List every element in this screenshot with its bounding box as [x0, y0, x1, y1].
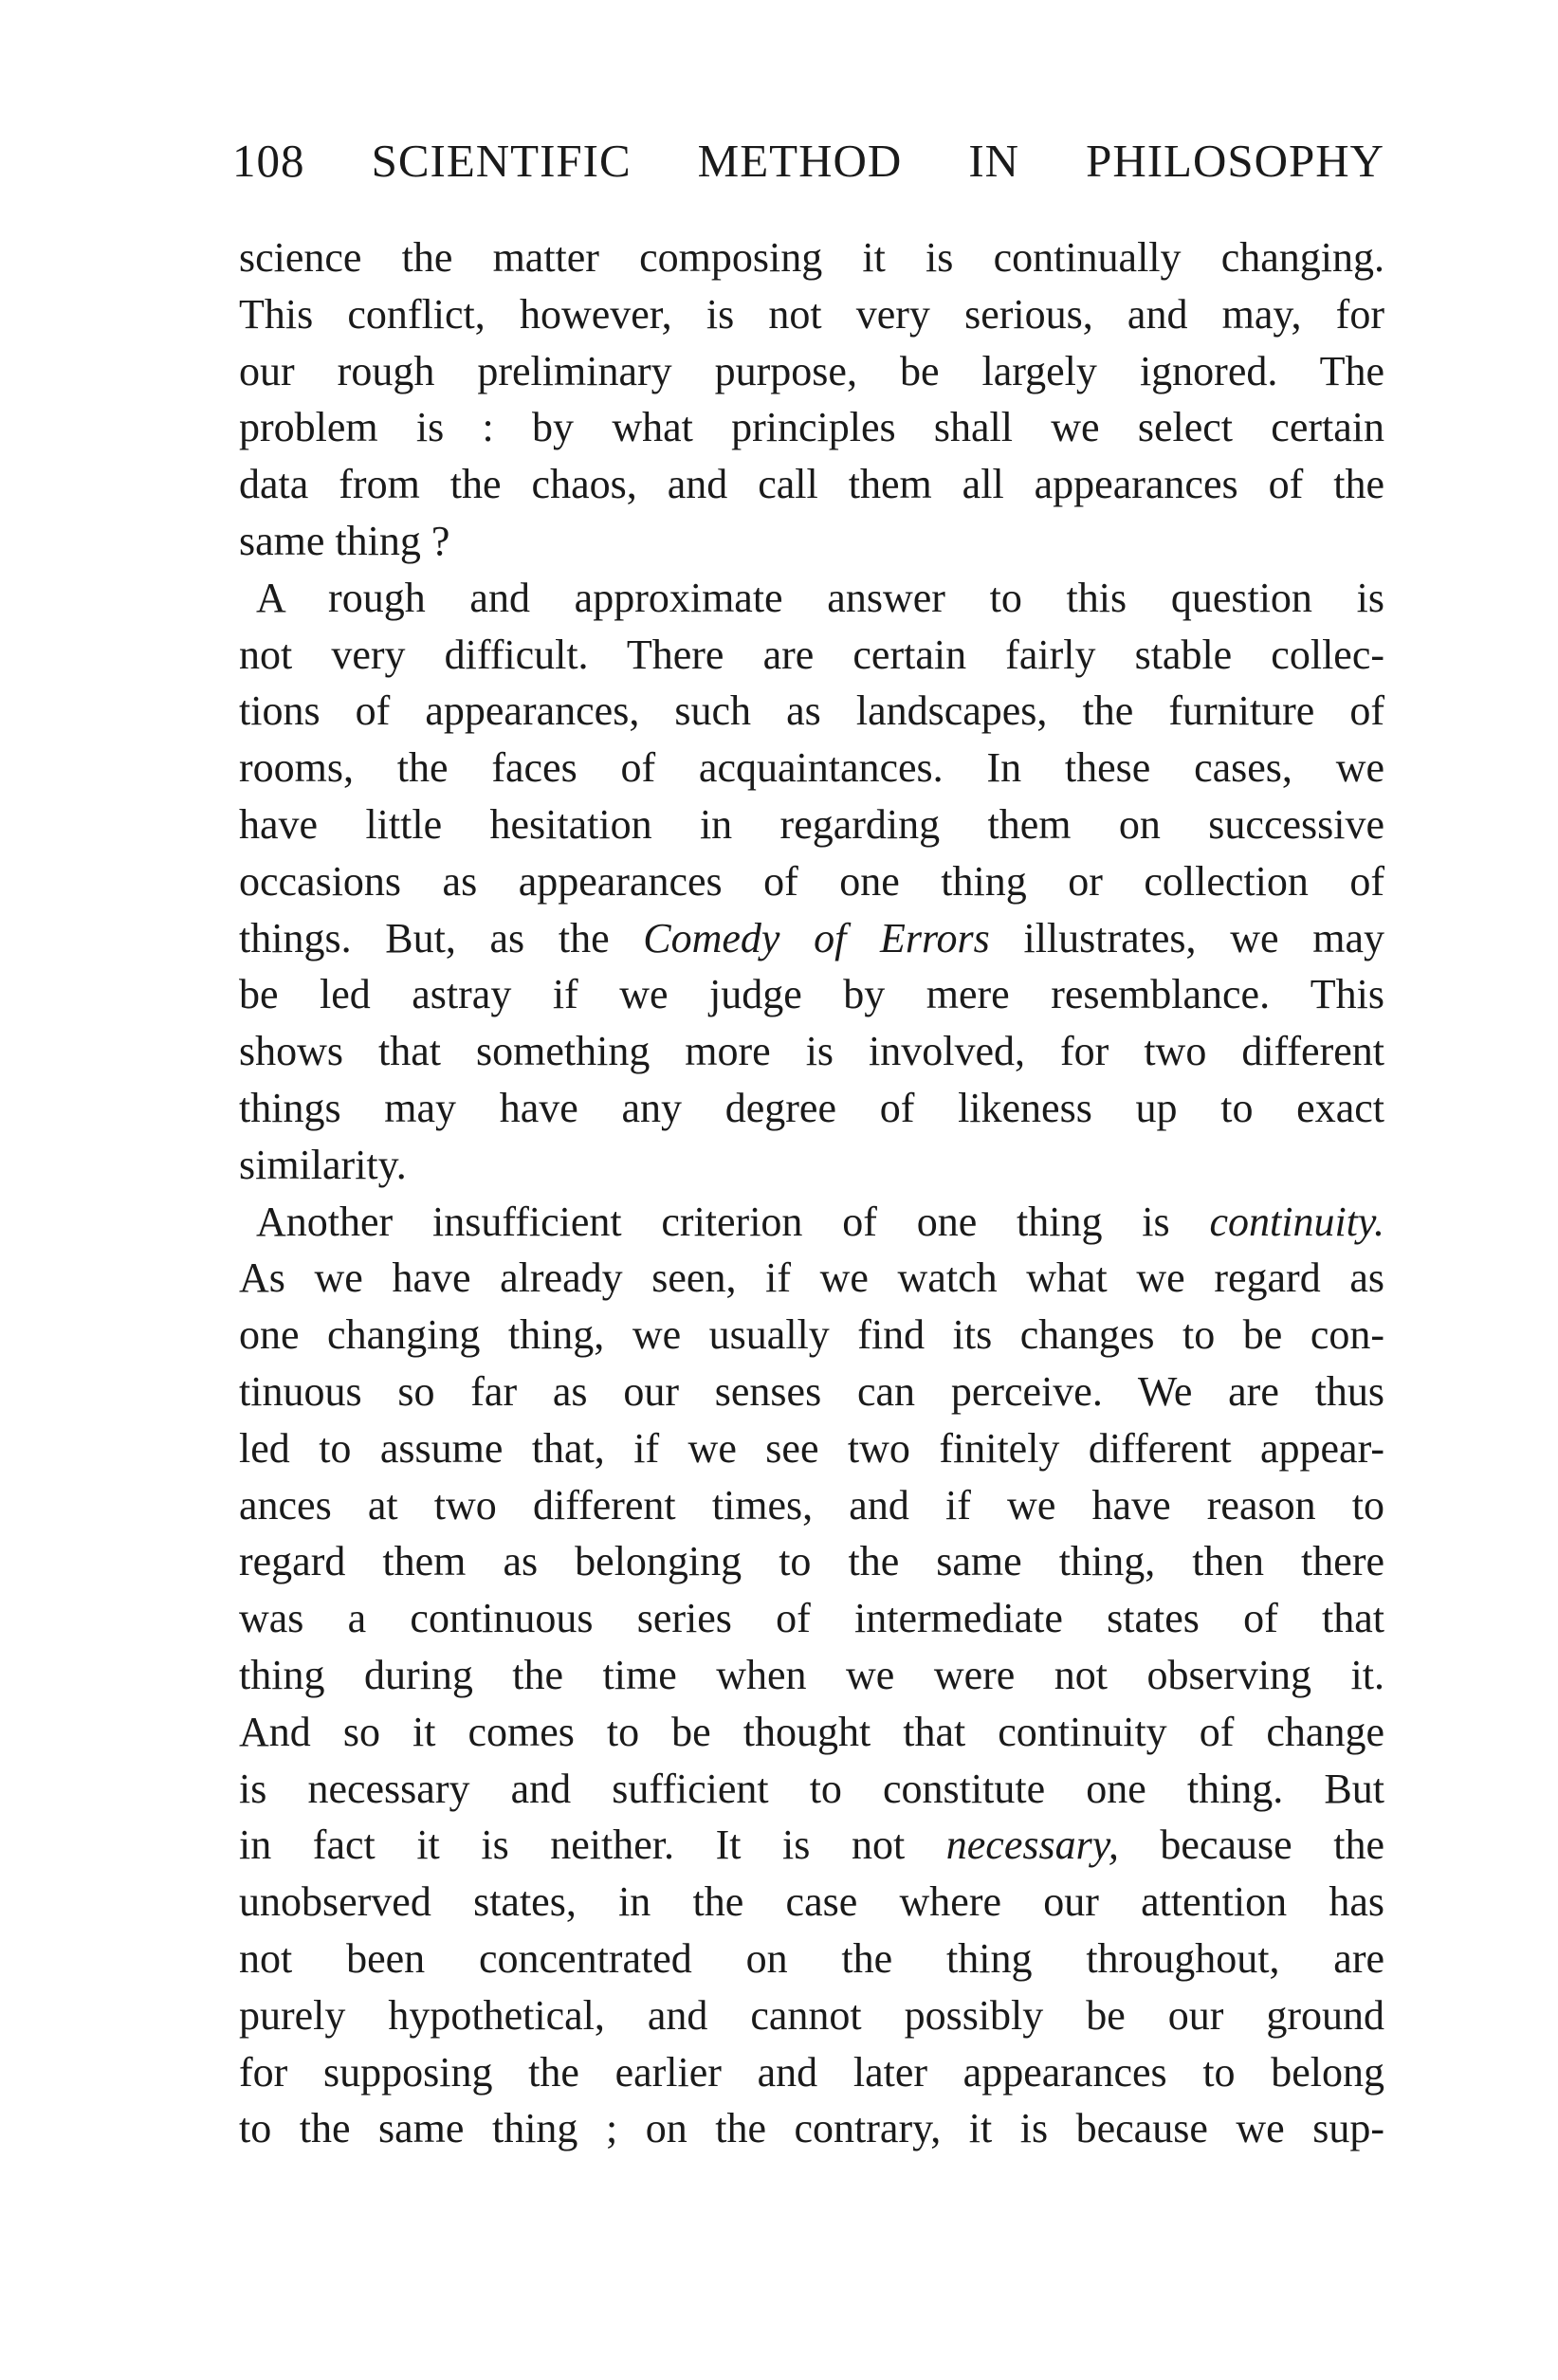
text-segment: to the same thing ; on the contrary, it is because we sup- [239, 2105, 1384, 2152]
text-segment: illustrates, we may [989, 914, 1384, 961]
text-segment: because the [1118, 1822, 1384, 1869]
text-segment: have little hesitation in regarding them on successive [239, 800, 1384, 848]
text-segment: for supposing the earlier and later appearances to belong [239, 2048, 1384, 2096]
text-line [239, 1023, 1384, 1080]
text-line [239, 853, 1384, 910]
text-segment: A rough and approximate answer to this question is [256, 574, 1384, 621]
text-line [239, 286, 1384, 343]
text-segment: occasions as appearances of one thing or collection of [239, 857, 1384, 905]
text-line [239, 1931, 1384, 1987]
text-segment: not very difficult. There are certain fairly stable collec- [239, 631, 1384, 678]
page-number: 108 [232, 135, 305, 187]
text-segment: one changing thing, we usually find its changes to be con- [239, 1311, 1384, 1359]
text-segment: This conflict, however, is not very serious, and may, for [239, 290, 1384, 338]
text-segment: our rough preliminary purpose, be largely ignored. The [239, 347, 1384, 394]
text-line [239, 1137, 1384, 1194]
text-segment: similarity. [239, 1141, 407, 1188]
text-segment: science the matter composing it is continually changing. [239, 234, 1384, 281]
text-line [239, 740, 1384, 796]
text-line [239, 1647, 1384, 1704]
text-segment: Another insufficient criterion of one thing is [256, 1198, 1210, 1245]
text-segment: rooms, the faces of acquaintances. In these cases, we [239, 744, 1384, 792]
text-line [239, 683, 1384, 740]
text-line [239, 1874, 1384, 1931]
text-segment: And so it comes to be thought that continuity of change [239, 1708, 1384, 1755]
text-line [239, 1194, 1384, 1251]
text-line [239, 229, 1384, 286]
text-segment: ances at two different times, and if we have reason to [239, 1481, 1384, 1529]
text-segment: things. But, as the [239, 914, 644, 961]
text-line [239, 1987, 1384, 2044]
text-line [239, 1477, 1384, 1534]
text-segment: data from the chaos, and call them all appearances of the [239, 461, 1384, 508]
text-segment: tions of appearances, such as landscapes, the furniture of [239, 687, 1384, 735]
running-header [232, 131, 1384, 192]
text-segment: unobserved states, in the case where our attention has [239, 1878, 1384, 1926]
text-segment: led to assume that, if we see two finitely different appear- [239, 1424, 1384, 1472]
body-text [239, 229, 1384, 2157]
text-segment: not been concentrated on the thing throughout, are [239, 1934, 1384, 1982]
text-line [239, 513, 1384, 570]
text-line [239, 1307, 1384, 1364]
text-line [239, 2100, 1384, 2157]
text-line [239, 343, 1384, 400]
text-segment: tinuous so far as our senses can perceive. We are thus [239, 1367, 1384, 1415]
text-line [239, 1250, 1384, 1307]
text-line [239, 1080, 1384, 1137]
text-segment: same thing ? [239, 517, 450, 564]
text-segment: be led astray if we judge by mere resemblance. This [239, 971, 1384, 1018]
text-line [239, 627, 1384, 684]
text-segment: shows that something more is involved, for two different [239, 1028, 1384, 1075]
text-segment: problem is : by what principles shall we select certain [239, 404, 1384, 451]
text-segment: purely hypothetical, and cannot possibly be our ground [239, 1991, 1384, 2039]
text-line [239, 456, 1384, 513]
text-line [239, 966, 1384, 1023]
text-line [239, 1590, 1384, 1647]
text-line [239, 1420, 1384, 1477]
text-segment: in fact it is neither. It is not [239, 1822, 946, 1869]
italic-text: necessary, [945, 1822, 1119, 1869]
text-segment: is necessary and sufficient to constitute one thing. But [239, 1765, 1384, 1812]
text-line [239, 1364, 1384, 1420]
text-line [239, 910, 1384, 967]
text-segment: regard them as belonging to the same thing, then there [239, 1538, 1384, 1585]
italic-text: Comedy of Errors [643, 914, 990, 961]
running-title: SCIENTIFIC METHOD IN PHILOSOPHY [371, 135, 1385, 187]
text-line [239, 1533, 1384, 1590]
text-line [239, 399, 1384, 456]
text-line [239, 796, 1384, 853]
text-segment: things may have any degree of likeness up to exact [239, 1084, 1384, 1131]
text-line [239, 570, 1384, 627]
text-segment: As we have already seen, if we watch what we regard as [239, 1254, 1384, 1302]
text-line [239, 1761, 1384, 1818]
text-segment: was a continuous series of intermediate states of that [239, 1595, 1384, 1642]
text-segment: thing during the time when we were not observing it. [239, 1651, 1384, 1698]
text-line [239, 1704, 1384, 1761]
text-line [239, 2044, 1384, 2101]
text-line [239, 1817, 1384, 1874]
italic-text: continuity. [1209, 1198, 1384, 1245]
